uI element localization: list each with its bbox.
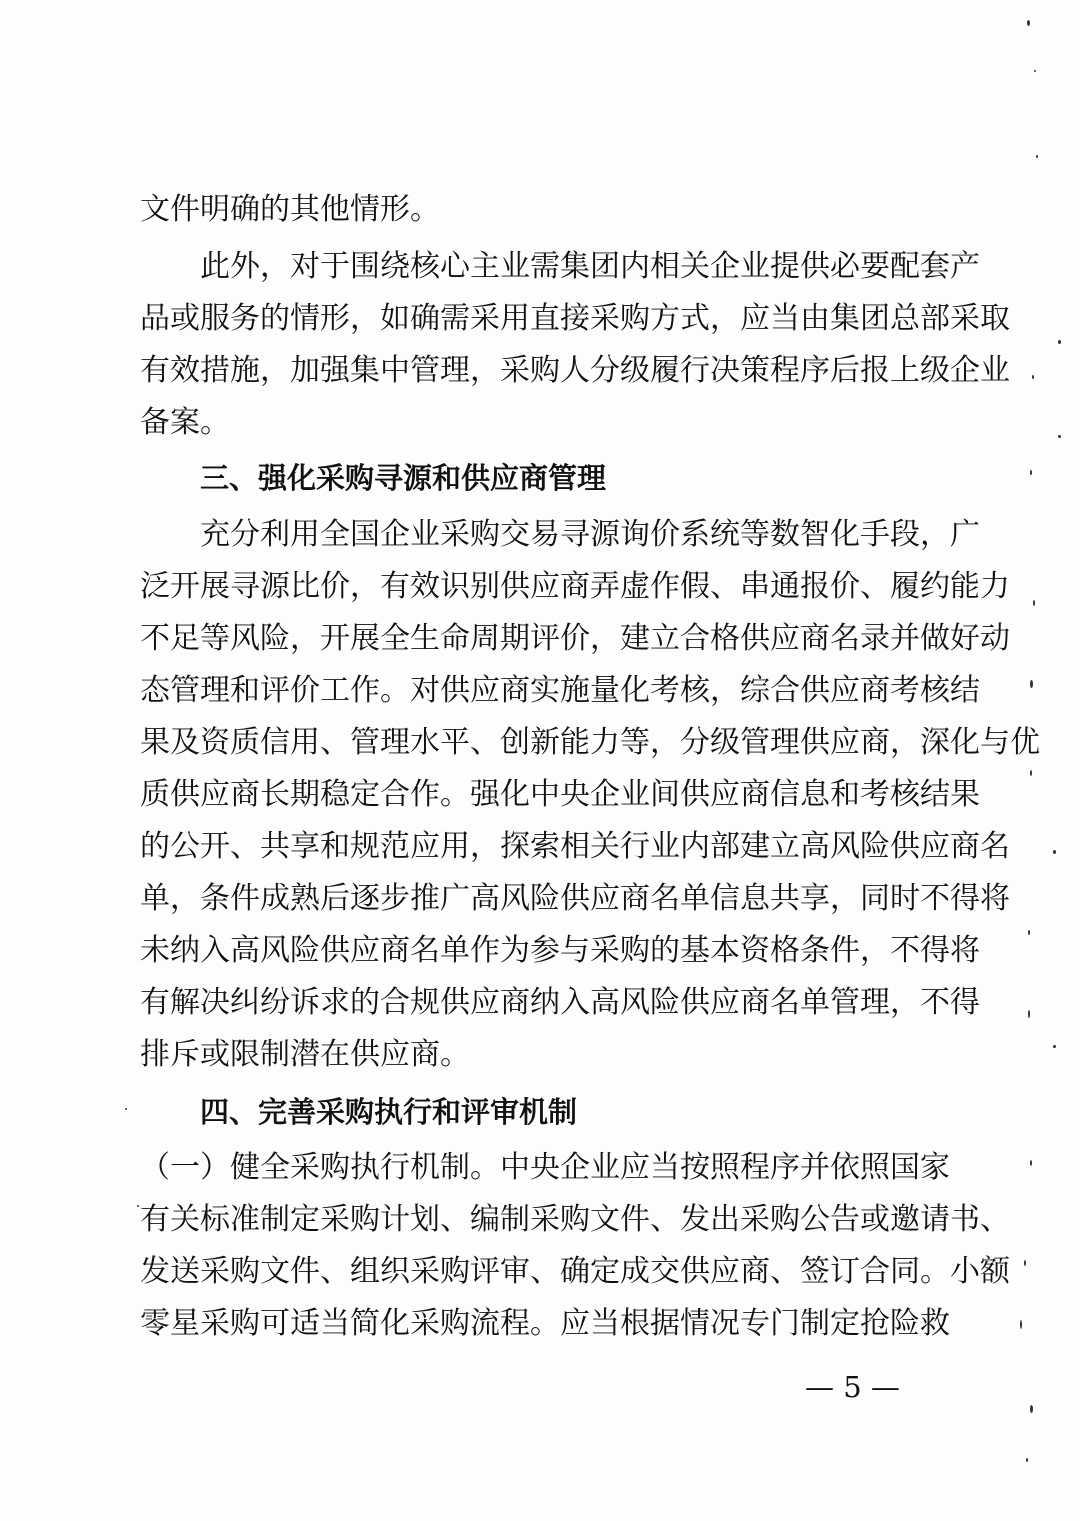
scan-speck (1034, 70, 1036, 72)
scan-speck (1036, 155, 1038, 158)
scan-speck (1053, 1045, 1056, 1048)
paragraph-line-7: 泛开展寻源比价，有效识别供应商弄虚作假、串通报价、履约能力 (140, 569, 1010, 604)
paragraph-line-19: 发送采购文件、组织采购评审、确定成交供应商、签订合同。小额 (140, 1254, 1010, 1289)
paragraph-line-16: 排斥或限制潜在供应商。 (140, 1037, 470, 1072)
paragraph-line-5: 备案。 (140, 405, 230, 440)
paragraph-line-3: 品或服务的情形，如确需采用直接采购方式，应当由集团总部采取 (140, 301, 1010, 336)
page-number: — 5 — (805, 1370, 900, 1404)
paragraph-line-10: 果及资质信用、管理水平、创新能力等，分级管理供应商，深化与优 (140, 725, 1040, 760)
paragraph-line-18: 有关标准制定采购计划、编制采购文件、发出采购公告或邀请书、 (140, 1202, 1010, 1237)
scan-speck (1030, 770, 1032, 776)
scan-speck (1058, 435, 1061, 438)
scan-speck (1032, 375, 1034, 379)
paragraph-line-9: 态管理和评价工作。对供应商实施量化考核，综合供应商考核结 (140, 673, 980, 708)
scan-speck (137, 1205, 139, 1207)
scan-speck (1028, 1010, 1030, 1018)
scan-speck (1033, 600, 1035, 606)
scan-speck (1024, 1260, 1026, 1266)
paragraph-line-17: （一）健全采购执行机制。中央企业应当按照程序并依照国家 (140, 1150, 950, 1185)
paragraph-line-20: 零星采购可适当简化采购流程。应当根据情况专门制定抢险救 (140, 1306, 950, 1341)
paragraph-line-13: 单，条件成熟后逐步推广高风险供应商名单信息共享，同时不得将 (140, 881, 1010, 916)
paragraph-line-4: 有效措施，加强集中管理，采购人分级履行决策程序后报上级企业 (140, 353, 1010, 388)
paragraph-line-2: 此外，对于围绕核心主业需集团内相关企业提供必要配套产 (200, 249, 980, 284)
scan-speck (1058, 340, 1061, 344)
scan-speck (125, 1108, 127, 1110)
section-heading-4: 四、完善采购执行和评审机制 (200, 1095, 578, 1129)
scan-speck (1030, 1160, 1032, 1166)
paragraph-line-11: 质供应商长期稳定合作。强化中央企业间供应商信息和考核结果 (140, 777, 980, 812)
scan-speck (1030, 1405, 1033, 1413)
scan-speck (1026, 1458, 1028, 1462)
paragraph-line-6: 充分利用全国企业采购交易寻源询价系统等数智化手段，广 (200, 517, 980, 552)
scan-speck (1028, 930, 1030, 935)
section-heading-3: 三、强化采购寻源和供应商管理 (200, 461, 607, 495)
scan-speck (1030, 680, 1033, 688)
scan-speck (1030, 470, 1032, 475)
paragraph-line-14: 未纳入高风险供应商名单作为参与采购的基本资格条件，不得将 (140, 933, 980, 968)
scan-speck (1053, 850, 1056, 854)
paragraph-line-8: 不足等风险，开展全生命周期评价，建立合格供应商名录并做好动 (140, 621, 1010, 656)
paragraph-line-15: 有解决纠纷诉求的合规供应商纳入高风险供应商名单管理，不得 (140, 985, 980, 1020)
paragraph-line-12: 的公开、共享和规范应用，探索相关行业内部建立高风险供应商名 (140, 829, 1010, 864)
scan-speck (1020, 1320, 1022, 1329)
paragraph-line-1: 文件明确的其他情形。 (140, 192, 440, 227)
scan-speck (1027, 20, 1030, 26)
